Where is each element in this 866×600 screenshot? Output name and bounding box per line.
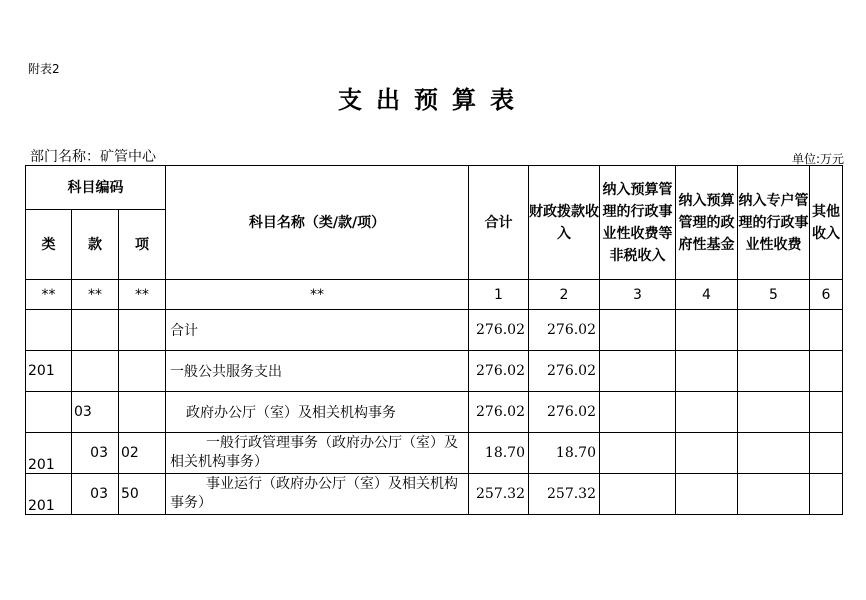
- special-cell: [738, 351, 810, 392]
- other-cell: [810, 474, 843, 515]
- total-cell: 276.02: [469, 310, 529, 351]
- unit-label: 单位:万元: [791, 152, 844, 166]
- fund-cell: [676, 433, 738, 474]
- lei-cell: 201: [26, 474, 72, 515]
- fiscal-cell: 276.02: [529, 392, 600, 433]
- index-cell: 6: [810, 280, 843, 310]
- index-cell: **: [26, 280, 72, 310]
- total-cell: 276.02: [469, 351, 529, 392]
- table-row: [26, 433, 843, 474]
- index-row: [26, 280, 843, 310]
- lei-header: 类: [26, 210, 72, 280]
- lei-cell: [26, 392, 72, 433]
- total-cell: 257.32: [469, 474, 529, 515]
- index-cell: **: [119, 280, 166, 310]
- special-cell: [738, 310, 810, 351]
- kuan-cell: [72, 351, 119, 392]
- other-header: 其他收入: [810, 166, 843, 280]
- other-cell: [810, 351, 843, 392]
- index-cell: 3: [600, 280, 676, 310]
- special-cell: [738, 474, 810, 515]
- xiang-cell: 50: [119, 474, 166, 515]
- index-cell: 2: [529, 280, 600, 310]
- fund-cell: [676, 392, 738, 433]
- nontax-cell: [600, 433, 676, 474]
- budget-table: [25, 165, 843, 515]
- subject-name-header: 科目名称（类/款/项）: [166, 166, 469, 280]
- subject-name-cell: 事业运行（政府办公厅（室）及相关机构事务）: [166, 474, 469, 515]
- fund-header: 纳入预算管理的政府性基金: [676, 166, 738, 280]
- subject-name-cell: 政府办公厅（室）及相关机构事务: [166, 392, 469, 433]
- index-cell: **: [72, 280, 119, 310]
- table-row: [26, 310, 843, 351]
- special-cell: [738, 433, 810, 474]
- kuan-cell: 03: [72, 474, 119, 515]
- index-cell: **: [166, 280, 469, 310]
- lei-cell: 201: [26, 351, 72, 392]
- index-cell: 1: [469, 280, 529, 310]
- fiscal-cell: 276.02: [529, 351, 600, 392]
- subject-code-header: 科目编码: [26, 166, 166, 210]
- other-cell: [810, 392, 843, 433]
- subject-name-cell: 一般公共服务支出: [166, 351, 469, 392]
- subject-name-cell: 一般行政管理事务（政府办公厅（室）及相关机构事务）: [166, 433, 469, 474]
- department-label: 部门名称：矿管中心: [30, 149, 156, 165]
- xiang-cell: [119, 392, 166, 433]
- kuan-cell: [72, 310, 119, 351]
- table-row: [26, 351, 843, 392]
- other-cell: [810, 433, 843, 474]
- page-title: 支出预算表: [338, 85, 528, 114]
- fiscal-cell: 18.70: [529, 433, 600, 474]
- nontax-cell: [600, 474, 676, 515]
- special-cell: [738, 392, 810, 433]
- table-row: [26, 392, 843, 433]
- xiang-cell: [119, 351, 166, 392]
- xiang-cell: 02: [119, 433, 166, 474]
- nontax-cell: [600, 351, 676, 392]
- kuan-header: 款: [72, 210, 119, 280]
- special-header: 纳入专户管理的行政事业性收费: [738, 166, 810, 280]
- total-cell: 276.02: [469, 392, 529, 433]
- xiang-header: 项: [119, 210, 166, 280]
- nontax-cell: [600, 392, 676, 433]
- nontax-header: 纳入预算管理的行政事业性收费等非税收入: [600, 166, 676, 280]
- xiang-cell: [119, 310, 166, 351]
- fiscal-header: 财政拨款收入: [529, 166, 600, 280]
- table-row: [26, 474, 843, 515]
- kuan-cell: 03: [72, 433, 119, 474]
- index-cell: 5: [738, 280, 810, 310]
- fund-cell: [676, 310, 738, 351]
- index-cell: 4: [676, 280, 738, 310]
- other-cell: [810, 310, 843, 351]
- kuan-cell: 03: [72, 392, 119, 433]
- header-row-1: [26, 166, 843, 210]
- subject-name-cell: 合计: [166, 310, 469, 351]
- fiscal-cell: 276.02: [529, 310, 600, 351]
- fund-cell: [676, 474, 738, 515]
- nontax-cell: [600, 310, 676, 351]
- fiscal-cell: 257.32: [529, 474, 600, 515]
- lei-cell: 201: [26, 433, 72, 474]
- lei-cell: [26, 310, 72, 351]
- total-header: 合计: [469, 166, 529, 280]
- fund-cell: [676, 351, 738, 392]
- attachment-label: 附表2: [28, 62, 60, 76]
- total-cell: 18.70: [469, 433, 529, 474]
